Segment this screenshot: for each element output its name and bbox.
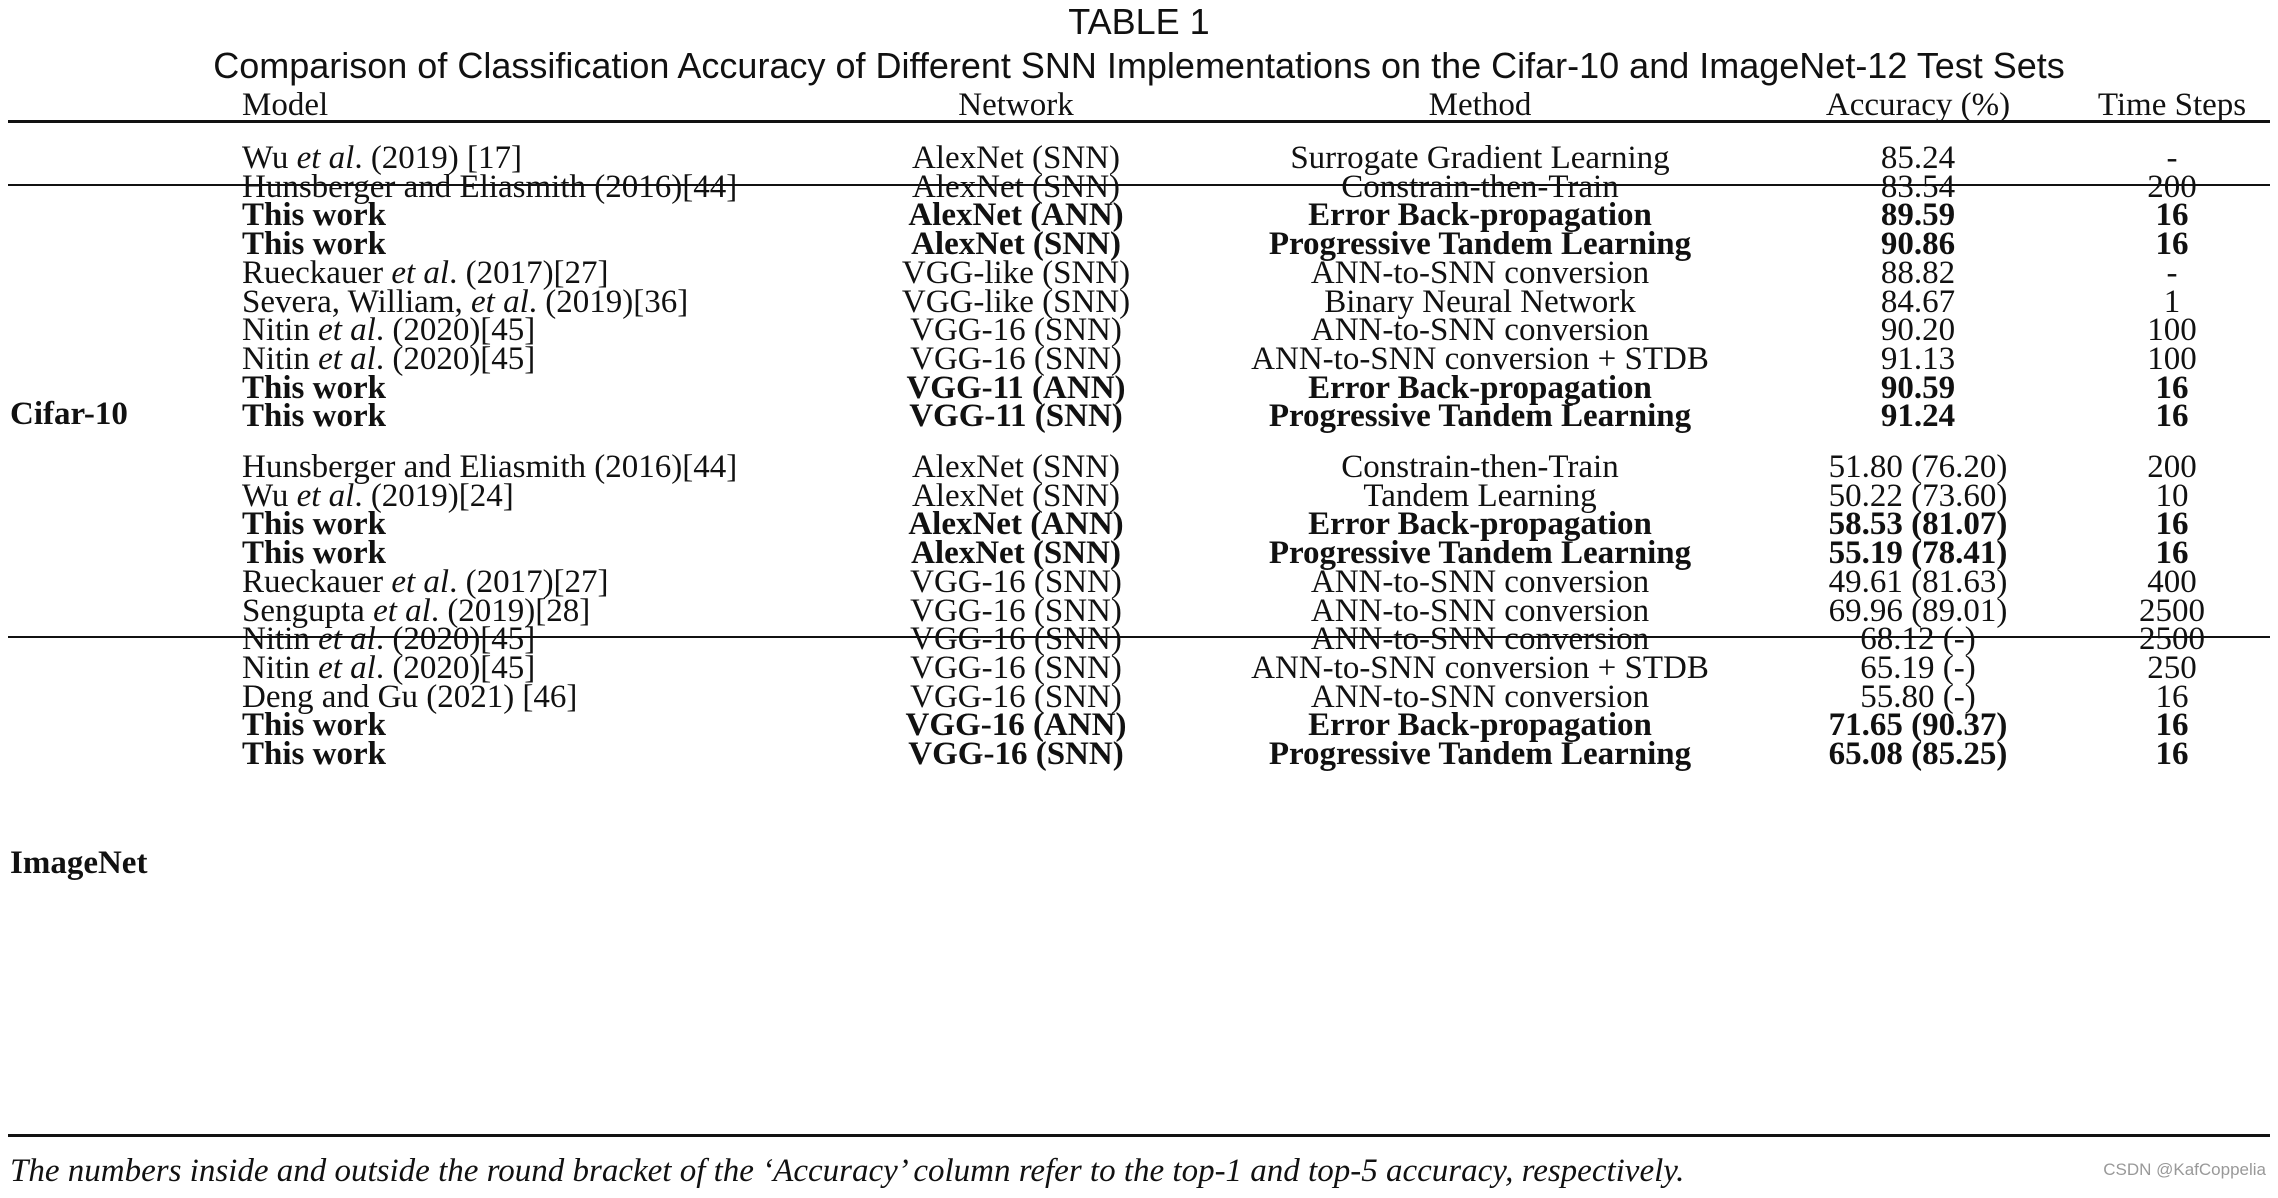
model-pre: Nitin [242, 650, 319, 686]
row-accuracy: 68.12 (-) [1860, 621, 1976, 657]
row-time-steps: 1 [2163, 284, 2181, 320]
model-pre: Wu [242, 478, 297, 514]
model-pre: Deng and Gu (2021) [46] [242, 679, 578, 715]
row-time-steps: 16 [2155, 506, 2189, 542]
row-time-steps: 2500 [2139, 593, 2205, 629]
row-time-steps: 16 [2155, 370, 2189, 406]
row-method: Error Back-propagation [1308, 707, 1652, 743]
table-label: TABLE 1 [1068, 1, 1210, 42]
row-method: ANN-to-SNN conversion + STDB [1251, 650, 1709, 686]
row-accuracy: 55.19 (78.41) [1828, 535, 2008, 571]
row-method: Error Back-propagation [1308, 197, 1652, 233]
model-it: et al [318, 312, 376, 348]
table-footnote: The numbers inside and outside the round bracket of the ‘Accuracy’ column refer to the top-1 and top-5 accuracy, respectively. [10, 1153, 1685, 1189]
row-accuracy: 91.24 [1880, 398, 1956, 434]
model-it: et al [296, 478, 355, 514]
row-time-steps: 16 [2155, 197, 2189, 233]
model-pre: Hunsberger and Eliasmith (2016)[44] [242, 169, 738, 205]
model-it: et al [318, 621, 376, 657]
row-accuracy: 69.96 (89.01) [1828, 593, 2008, 629]
row-accuracy: 50.22 (73.60) [1828, 478, 2008, 514]
row-network: VGG-16 (SNN) [910, 650, 1122, 686]
row-accuracy: 90.59 [1880, 370, 1956, 406]
row-network: AlexNet (SNN) [911, 478, 1121, 514]
row-network: AlexNet (ANN) [908, 506, 1124, 542]
model-it: et al [391, 564, 450, 600]
row-method: Error Back-propagation [1308, 506, 1652, 542]
model-pre: Rueckauer [242, 564, 392, 600]
model-pre: This work [242, 226, 386, 262]
row-network: VGG-11 (SNN) [909, 398, 1123, 434]
row-network: VGG-like (SNN) [901, 284, 1131, 320]
row-time-steps: 16 [2155, 707, 2189, 743]
model-post: . (2019)[24] [354, 478, 514, 514]
row-accuracy: 83.54 [1880, 169, 1956, 205]
row-time-steps: 16 [2155, 736, 2189, 772]
model-pre: This work [242, 535, 386, 571]
model-pre: Wu [242, 140, 297, 176]
model-post: . (2020)[45] [375, 650, 536, 686]
row-method: Binary Neural Network [1324, 284, 1636, 320]
watermark: CSDN @KafCoppelia [2103, 1160, 2266, 1179]
row-time-steps: 2500 [2139, 621, 2205, 657]
row-time-steps: 200 [2147, 449, 2197, 485]
row-method: ANN-to-SNN conversion [1310, 255, 1650, 291]
model-it: et al [391, 255, 450, 291]
model-post: . (2019) [17] [354, 140, 523, 176]
row-network: VGG-16 (ANN) [905, 707, 1127, 743]
model-pre: This work [242, 197, 386, 233]
model-it: et al [318, 341, 376, 377]
row-accuracy: 55.80 (-) [1860, 679, 1976, 715]
row-method: Progressive Tandem Learning [1268, 535, 1692, 571]
model-pre: Sengupta [242, 593, 374, 629]
model-pre: Nitin [242, 312, 319, 348]
row-time-steps: - [2166, 255, 2178, 291]
model-pre: This work [242, 506, 386, 542]
model-pre: This work [242, 370, 386, 406]
model-post: . (2017)[27] [449, 255, 609, 291]
row-method: Progressive Tandem Learning [1268, 398, 1692, 434]
model-post: . (2020)[45] [375, 312, 536, 348]
row-method: Surrogate Gradient Learning [1290, 140, 1670, 176]
model-pre: This work [242, 707, 386, 743]
row-method: Error Back-propagation [1308, 370, 1652, 406]
row-method: Tandem Learning [1363, 478, 1597, 514]
header-network: Network [958, 87, 1074, 123]
header-method: Method [1428, 87, 1532, 123]
model-pre: Nitin [242, 621, 319, 657]
model-it: et al [471, 284, 529, 320]
model-it: et al [318, 650, 376, 686]
model-it: et al [296, 140, 355, 176]
model-post: . (2017)[27] [449, 564, 609, 600]
row-time-steps: 250 [2147, 650, 2197, 686]
row-network: AlexNet (SNN) [911, 449, 1121, 485]
model-pre: Nitin [242, 341, 319, 377]
row-network: VGG-16 (SNN) [910, 341, 1122, 377]
model-pre: Hunsberger and Eliasmith (2016)[44] [242, 449, 738, 485]
row-network: VGG-16 (SNN) [910, 679, 1122, 715]
header-model: Model [242, 87, 329, 123]
group-label-imagenet: ImageNet [10, 845, 148, 881]
row-time-steps: 100 [2147, 341, 2197, 377]
model-pre: Rueckauer [242, 255, 392, 291]
row-accuracy: 71.65 (90.37) [1828, 707, 2008, 743]
row-accuracy: 65.08 (85.25) [1828, 736, 2008, 772]
row-method: Constrain-then-Train [1341, 169, 1619, 205]
row-method: ANN-to-SNN conversion [1310, 679, 1650, 715]
model-post: . (2019)[28] [430, 593, 591, 629]
row-time-steps: 400 [2147, 564, 2197, 600]
row-accuracy: 49.61 (81.63) [1828, 564, 2008, 600]
model-pre: This work [242, 398, 386, 434]
row-time-steps: 200 [2147, 169, 2197, 205]
row-time-steps: 16 [2155, 226, 2189, 262]
row-network: AlexNet (SNN) [911, 535, 1121, 571]
row-accuracy: 65.19 (-) [1860, 650, 1976, 686]
row-method: ANN-to-SNN conversion [1310, 593, 1650, 629]
model-pre: Severa, William, [242, 284, 472, 320]
row-method: ANN-to-SNN conversion + STDB [1251, 341, 1709, 377]
row-accuracy: 85.24 [1880, 140, 1956, 176]
row-time-steps: 16 [2155, 535, 2189, 571]
bottom-rule [8, 1134, 2270, 1137]
row-network: VGG-16 (SNN) [908, 736, 1124, 772]
row-network: VGG-like (SNN) [901, 255, 1131, 291]
row-method: Progressive Tandem Learning [1268, 736, 1692, 772]
row-network: VGG-16 (SNN) [910, 312, 1122, 348]
row-network: AlexNet (ANN) [908, 197, 1124, 233]
row-network: AlexNet (SNN) [911, 169, 1121, 205]
row-accuracy: 91.13 [1880, 341, 1956, 377]
header-time-steps: Time Steps [2097, 87, 2247, 123]
row-accuracy: 84.67 [1880, 284, 1956, 320]
row-accuracy: 89.59 [1880, 197, 1956, 233]
row-network: VGG-16 (SNN) [910, 593, 1122, 629]
row-network: VGG-11 (ANN) [906, 370, 1126, 406]
header-accuracy: Accuracy (%) [1825, 87, 2011, 123]
row-model [242, 395, 386, 437]
row-network: AlexNet (SNN) [911, 140, 1121, 176]
row-method: Progressive Tandem Learning [1268, 226, 1692, 262]
row-time-steps: 16 [2155, 398, 2189, 434]
model-post: . (2020)[45] [375, 621, 536, 657]
row-network: VGG-16 (SNN) [910, 564, 1122, 600]
row-model [242, 733, 386, 775]
model-post: . (2019)[36] [528, 284, 689, 320]
row-method: ANN-to-SNN conversion [1310, 564, 1650, 600]
row-method: ANN-to-SNN conversion [1310, 621, 1650, 657]
model-post: . (2020)[45] [375, 341, 536, 377]
row-accuracy: 88.82 [1880, 255, 1956, 291]
row-time-steps: 100 [2147, 312, 2197, 348]
row-time-steps: - [2166, 140, 2178, 176]
row-network: VGG-16 (SNN) [910, 621, 1122, 657]
table-caption: Comparison of Classification Accuracy of Different SNN Implementations on the Cifar-10 and ImageNet-12 Test Sets [213, 45, 2065, 86]
row-accuracy: 90.86 [1880, 226, 1956, 262]
group-label-cifar10: Cifar-10 [10, 396, 128, 432]
row-time-steps: 16 [2155, 679, 2189, 715]
row-accuracy: 90.20 [1880, 312, 1956, 348]
row-network: AlexNet (SNN) [911, 226, 1121, 262]
model-it: et al [373, 593, 431, 629]
row-method: Constrain-then-Train [1341, 449, 1619, 485]
row-time-steps: 10 [2155, 478, 2189, 514]
row-accuracy: 58.53 (81.07) [1828, 506, 2008, 542]
row-accuracy: 51.80 (76.20) [1828, 449, 2008, 485]
model-pre: This work [242, 736, 386, 772]
row-method: ANN-to-SNN conversion [1310, 312, 1650, 348]
